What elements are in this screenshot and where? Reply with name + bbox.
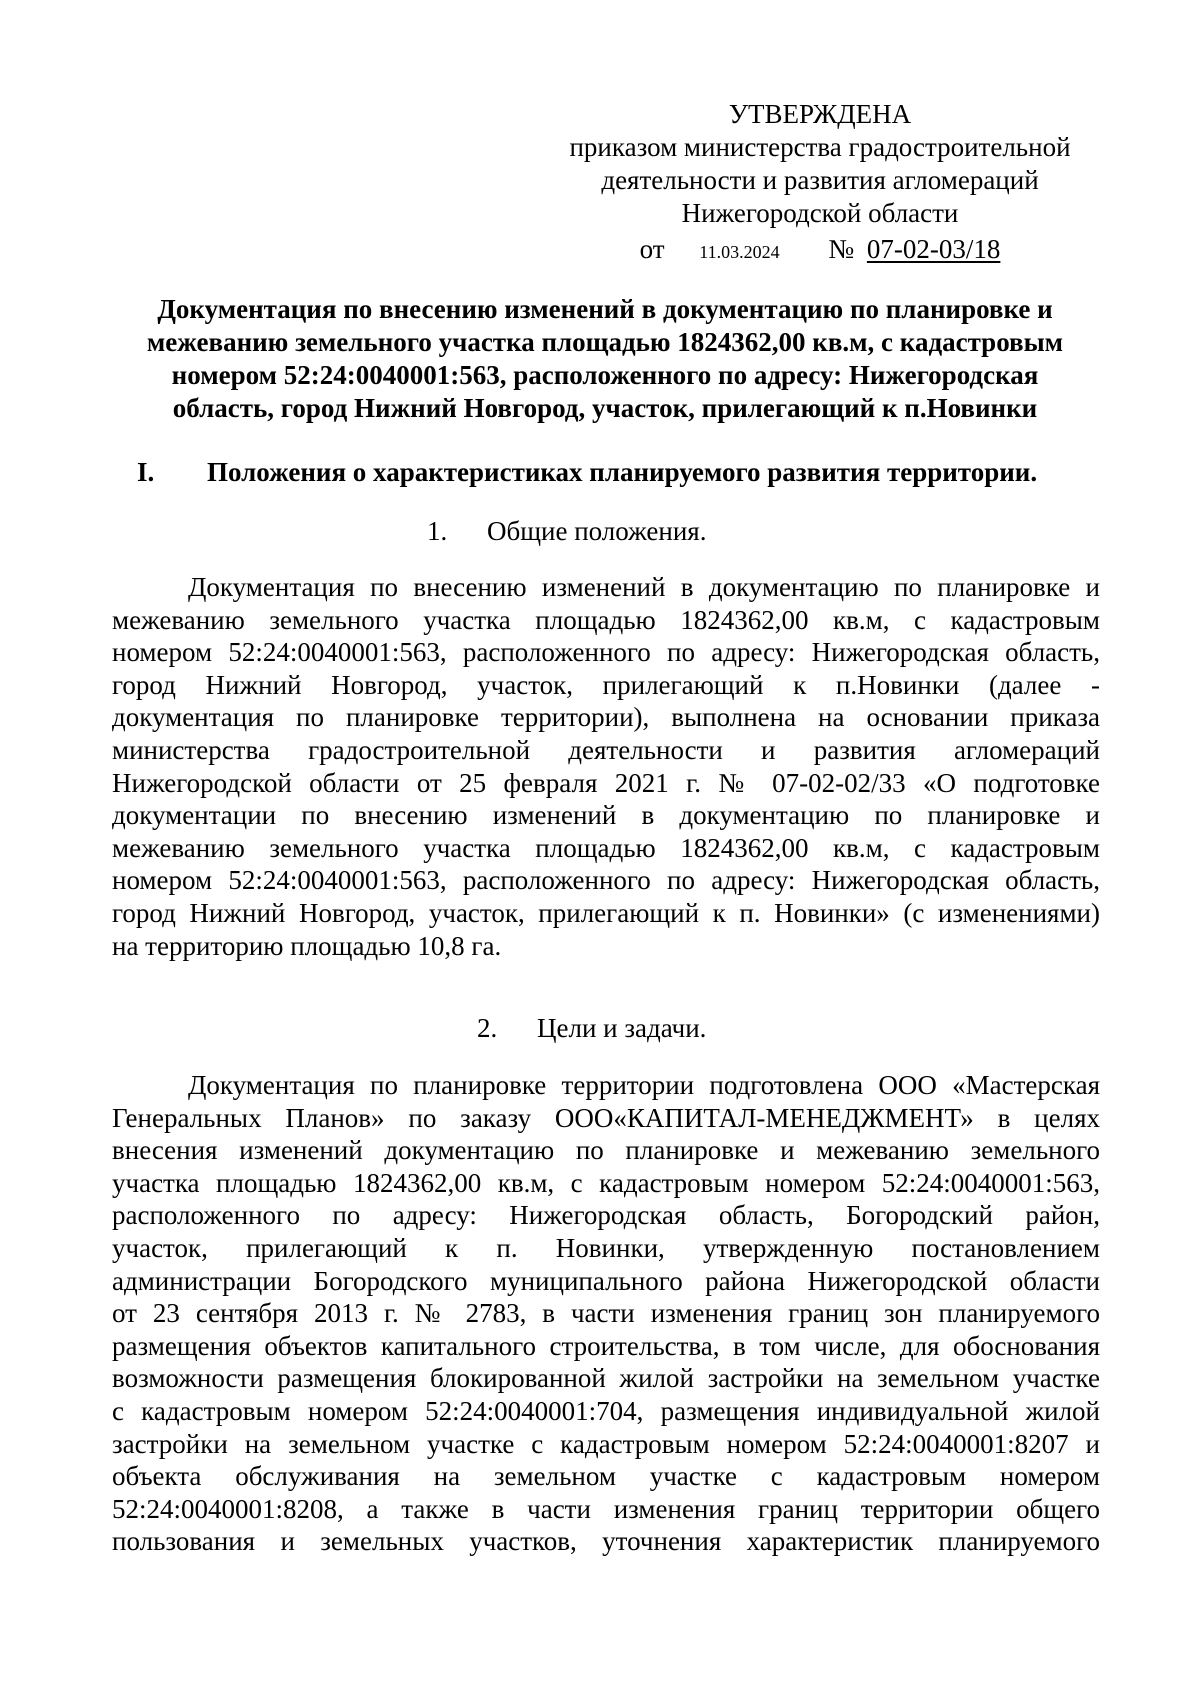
paragraph-line: город Нижний Новгород, участок, прилегающий к п.Новинки (далее - [112, 669, 1100, 700]
paragraph-line: участок, прилегающий к п. Новинки, утвержденную постановлением [112, 1232, 1100, 1263]
approval-line-3: Нижегородской области [681, 198, 959, 228]
paragraph-line: Документация по планировке территории подготовлена ООО «Мастерская [188, 1070, 1100, 1100]
approval-block [540, 98, 1100, 269]
paragraph-line: Генеральных Планов» по заказу ООО«КАПИТАЛ-МЕНЕДЖМЕНТ» в целях [112, 1102, 1100, 1133]
paragraph-line: размещения объектов капитального строительства, в том числе, для обоснования [112, 1330, 1100, 1361]
paragraph-line: расположенного по адресу: Нижегородская область, Богородский район, [112, 1200, 1100, 1231]
subheading-goals [477, 1012, 706, 1045]
paragraph-line: от 23 сентября 2013 г. № 2783, в части изменения границ зон планируемого [112, 1298, 1100, 1329]
approval-number-sign: № [828, 234, 855, 264]
paragraph-line: застройки на земельном участке с кадастровым номером 52:24:0040001:8207 и [112, 1428, 1100, 1459]
title-line: номером 52:24:0040001:563, расположенного по адресу: Нижегородская [171, 360, 1039, 390]
approval-date: 11.03.2024 [699, 242, 780, 262]
title-line: межеванию земельного участка площадью 1824362,00 кв.м, с кадастровым [146, 327, 1064, 357]
paragraph-line: межеванию земельного участка площадью 1824362,00 кв.м, с кадастровым [112, 832, 1100, 863]
paragraph-line: внесения изменений документацию по планировке и межеванию земельного [112, 1135, 1100, 1166]
paragraph-line: номером 52:24:0040001:563, расположенного по адресу: Нижегородская область, [112, 865, 1100, 896]
paragraph-line: город Нижний Новгород, участок, прилегающий к п. Новинки» (с изменениями) [112, 897, 1100, 928]
section-number: I. [137, 457, 155, 487]
approval-heading: УТВЕРЖДЕНА [728, 99, 912, 129]
approval-line-2: деятельности и развития агломераций [601, 165, 1039, 195]
paragraph-line: на территорию площадью 10,8 га. [112, 930, 502, 961]
subheading-number: 1. [427, 516, 448, 546]
paragraph-general [112, 571, 1100, 962]
paragraph-line: Документация по внесению изменений в документацию по планировке и [188, 572, 1100, 602]
paragraph-line: межеванию земельного участка площадью 1824362,00 кв.м, с кадастровым [112, 604, 1100, 635]
paragraph-line: объекта обслуживания на земельном участке с кадастровым номером [112, 1461, 1100, 1492]
section-heading [137, 456, 1097, 489]
subheading-general [427, 515, 706, 548]
subheading-number: 2. [477, 1013, 498, 1043]
title-line: Документация по внесению изменений в документацию по планировке и [157, 294, 1053, 324]
paragraph-line: 52:24:0040001:8208, а также в части изменения границ территории общего [112, 1493, 1100, 1524]
paragraph-line: пользования и земельных участков, уточнения характеристик планируемого [112, 1526, 1100, 1557]
paragraph-line: министерства градостроительной деятельности и развития агломераций [112, 734, 1100, 765]
approval-number: 07-02-03/18 [866, 234, 1001, 264]
title-line: область, город Нижний Новгород, участок, прилегающий к п.Новинки [172, 393, 1038, 423]
paragraph-line: с кадастровым номером 52:24:0040001:704, размещения индивидуальной жилой [112, 1395, 1100, 1426]
paragraph-line: возможности размещения блокированной жилой застройки на земельном участке [112, 1363, 1100, 1394]
section-title: Положения о характеристиках планируемого развития территории. [207, 457, 1038, 487]
paragraph-line: документация по планировке территории), выполнена на основании приказа [112, 702, 1100, 733]
paragraph-line: участка площадью 1824362,00 кв.м, с кадастровым номером 52:24:0040001:563, [112, 1167, 1100, 1198]
subheading-text: Цели и задачи. [537, 1013, 707, 1043]
approval-line-1: приказом министерства градостроительной [569, 132, 1071, 162]
paragraph-goals [112, 1069, 1100, 1558]
document-title [110, 293, 1100, 425]
approval-date-line [540, 233, 1100, 269]
subheading-text: Общие положения. [487, 516, 707, 546]
paragraph-line: администрации Богородского муниципального района Нижегородской области [112, 1265, 1100, 1296]
paragraph-line: Нижегородской области от 25 февраля 2021 г. № 07-02-02/33 «О подготовке [112, 767, 1100, 798]
approval-ot: от [639, 234, 665, 264]
paragraph-line: документации по внесению изменений в документацию по планировке и [112, 800, 1100, 831]
paragraph-line: номером 52:24:0040001:563, расположенного по адресу: Нижегородская область, [112, 637, 1100, 668]
